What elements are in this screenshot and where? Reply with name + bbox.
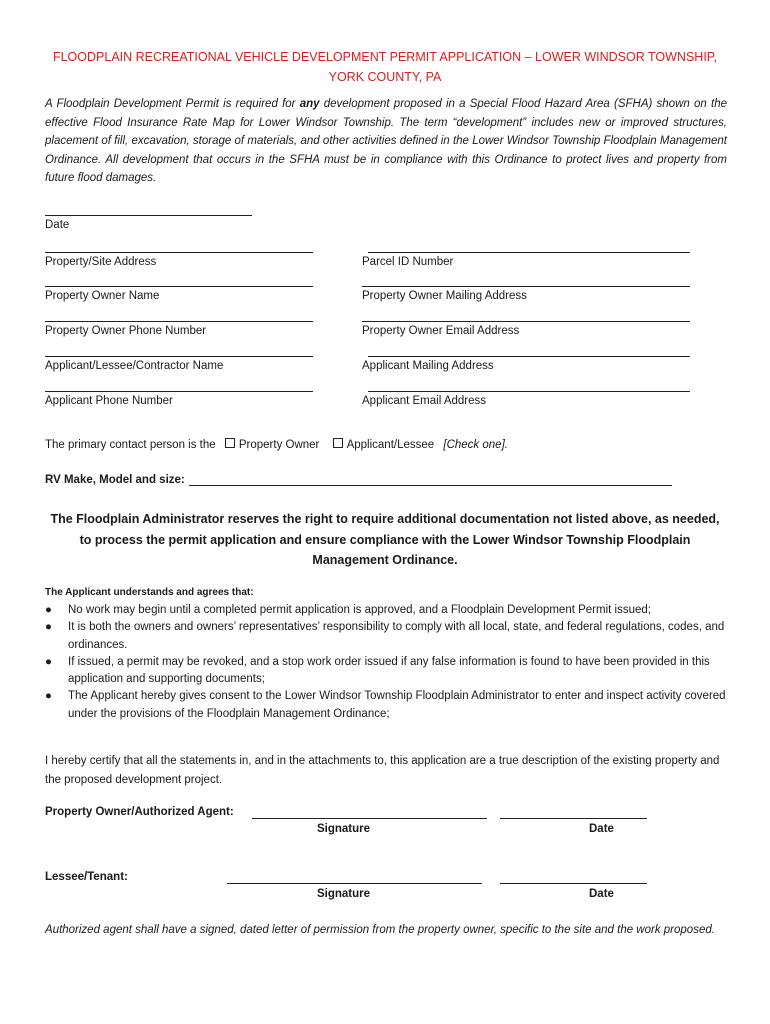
administrator-notice: The Floodplain Administrator reserves the right to require additional documentation not listed above, as needed, to process the permit application and ensure compliance with the Lower Windsor Township Floodplain Management Ordinance.: [50, 512, 720, 567]
bullet-icon: ●: [45, 604, 52, 616]
date-label: Date: [45, 219, 70, 231]
agreement-item: [45, 688, 735, 723]
tenant-date-caption: Date: [589, 888, 614, 900]
bullet-icon: ●: [45, 690, 52, 703]
owner-mailing-label: Property Owner Mailing Address: [362, 290, 527, 302]
applicant-lessee-checkbox[interactable]: [333, 438, 343, 448]
bullet-icon: ●: [45, 621, 52, 634]
agreement-item-text: The Applicant hereby gives consent to the Lower Windsor Township Floodplain Administrator to enter and inspect activity covered under the provisions of the Floodplain Management Ordinance;: [68, 690, 726, 720]
date-field[interactable]: [45, 205, 252, 231]
page-title: [40, 47, 730, 87]
owner-date-caption: Date: [589, 823, 614, 835]
rv-make-row: [45, 474, 672, 486]
tenant-date-line[interactable]: [500, 883, 647, 884]
tenant-signature-caption: Signature: [317, 888, 371, 900]
rv-make-input-line[interactable]: [189, 474, 672, 486]
property-owner-option-label: Property Owner: [238, 439, 320, 451]
property-site-address-line[interactable]: [45, 242, 313, 253]
property-owner-checkbox[interactable]: [225, 438, 235, 448]
certification-statement: I hereby certify that all the statements in, and in the attachments to, this application are a true description of the existing property and the proposed development project.: [45, 755, 720, 786]
owner-date-line[interactable]: [500, 818, 647, 819]
owner-email-field[interactable]: [362, 311, 690, 337]
owner-mailing-line[interactable]: [362, 276, 690, 287]
owner-phone-label: Property Owner Phone Number: [45, 325, 207, 337]
agreement-item-text: No work may begin until a completed permit application is approved, and a Floodplain Development Permit issued;: [68, 604, 651, 616]
applicant-email-line[interactable]: [368, 381, 690, 392]
agreement-item-text: It is both the owners and owners’ representatives’ responsibility to comply with all local, state, and federal regulations, codes, and ordinances.: [68, 621, 725, 651]
owner-name-field[interactable]: [45, 276, 313, 302]
agreement-item-text: If issued, a permit may be revoked, and a stop work order issued if any false information is found to have been provided in this application and supporting documents;: [68, 655, 710, 686]
intro-emphasis: any: [299, 98, 320, 110]
applicant-mailing-field[interactable]: [362, 346, 690, 372]
owner-signature-label: Property Owner/Authorized Agent:: [45, 806, 234, 818]
applicant-name-label: Applicant/Lessee/Contractor Name: [45, 360, 224, 372]
owner-mailing-field[interactable]: [362, 276, 690, 302]
applicant-mailing-label: Applicant Mailing Address: [362, 360, 494, 372]
rv-make-label: RV Make, Model and size:: [45, 474, 185, 486]
check-one-hint: [Check one].: [443, 439, 508, 451]
owner-signature-caption: Signature: [317, 823, 371, 835]
applicant-phone-field[interactable]: [45, 381, 313, 407]
intro-paragraph: [45, 95, 727, 188]
intro-text-1: A Floodplain Development Permit is required for: [45, 98, 300, 110]
primary-contact-row: [45, 438, 508, 451]
owner-email-line[interactable]: [362, 311, 690, 322]
agreement-item: [45, 654, 735, 689]
applicant-lessee-option-label: Applicant/Lessee: [346, 439, 435, 451]
parcel-id-label: Parcel ID Number: [362, 256, 454, 268]
agreement-list: [45, 602, 735, 723]
tenant-signature-label: Lessee/Tenant:: [45, 871, 128, 883]
owner-email-label: Property Owner Email Address: [362, 325, 520, 337]
applicant-phone-label: Applicant Phone Number: [45, 395, 173, 407]
applicant-email-field[interactable]: [362, 381, 690, 407]
date-input-line[interactable]: [45, 205, 252, 216]
tenant-signature-line[interactable]: [227, 883, 482, 884]
parcel-id-line[interactable]: [368, 242, 690, 253]
agreement-item: [45, 619, 735, 654]
applicant-mailing-line[interactable]: [368, 346, 690, 357]
authorized-agent-note: Authorized agent shall have a signed, dated letter of permission from the property owner, specific to the site and the work proposed.: [45, 924, 715, 936]
owner-phone-line[interactable]: [45, 311, 313, 322]
applicant-phone-line[interactable]: [45, 381, 313, 392]
owner-name-line[interactable]: [45, 276, 313, 287]
property-site-address-field[interactable]: [45, 242, 313, 268]
intro-text-2: development proposed in a Special Flood Hazard Area (SFHA) shown on the effective Flood Insurance Rate Map for Lower Windsor Township. The term “development” includes new or improved structures, placement of fill, excavation, storage of materials, and other activities defined in the Lower Windsor Township Floodplain Management Ordinance. All development that occurs in the SFHA must be in compliance with this Ordinance to protect lives and property from future flood damages.: [45, 98, 728, 185]
applicant-name-line[interactable]: [45, 346, 313, 357]
property-site-address-label: Property/Site Address: [45, 256, 157, 268]
agreement-heading: The Applicant understands and agrees that:: [45, 587, 254, 598]
title-line-1: FLOODPLAIN RECREATIONAL VEHICLE DEVELOPMENT PERMIT APPLICATION – LOWER WINDSOR TOWNSHIP,: [52, 50, 718, 64]
applicant-name-field[interactable]: [45, 346, 313, 372]
applicant-email-label: Applicant Email Address: [362, 395, 487, 407]
owner-signature-line[interactable]: [252, 818, 487, 819]
primary-contact-prefix: The primary contact person is the: [45, 439, 219, 451]
owner-name-label: Property Owner Name: [45, 290, 160, 302]
owner-phone-field[interactable]: [45, 311, 313, 337]
title-line-2: YORK COUNTY, PA: [328, 70, 442, 84]
agreement-item: [45, 602, 735, 619]
bullet-icon: ●: [45, 655, 52, 668]
parcel-id-field[interactable]: [362, 242, 690, 268]
